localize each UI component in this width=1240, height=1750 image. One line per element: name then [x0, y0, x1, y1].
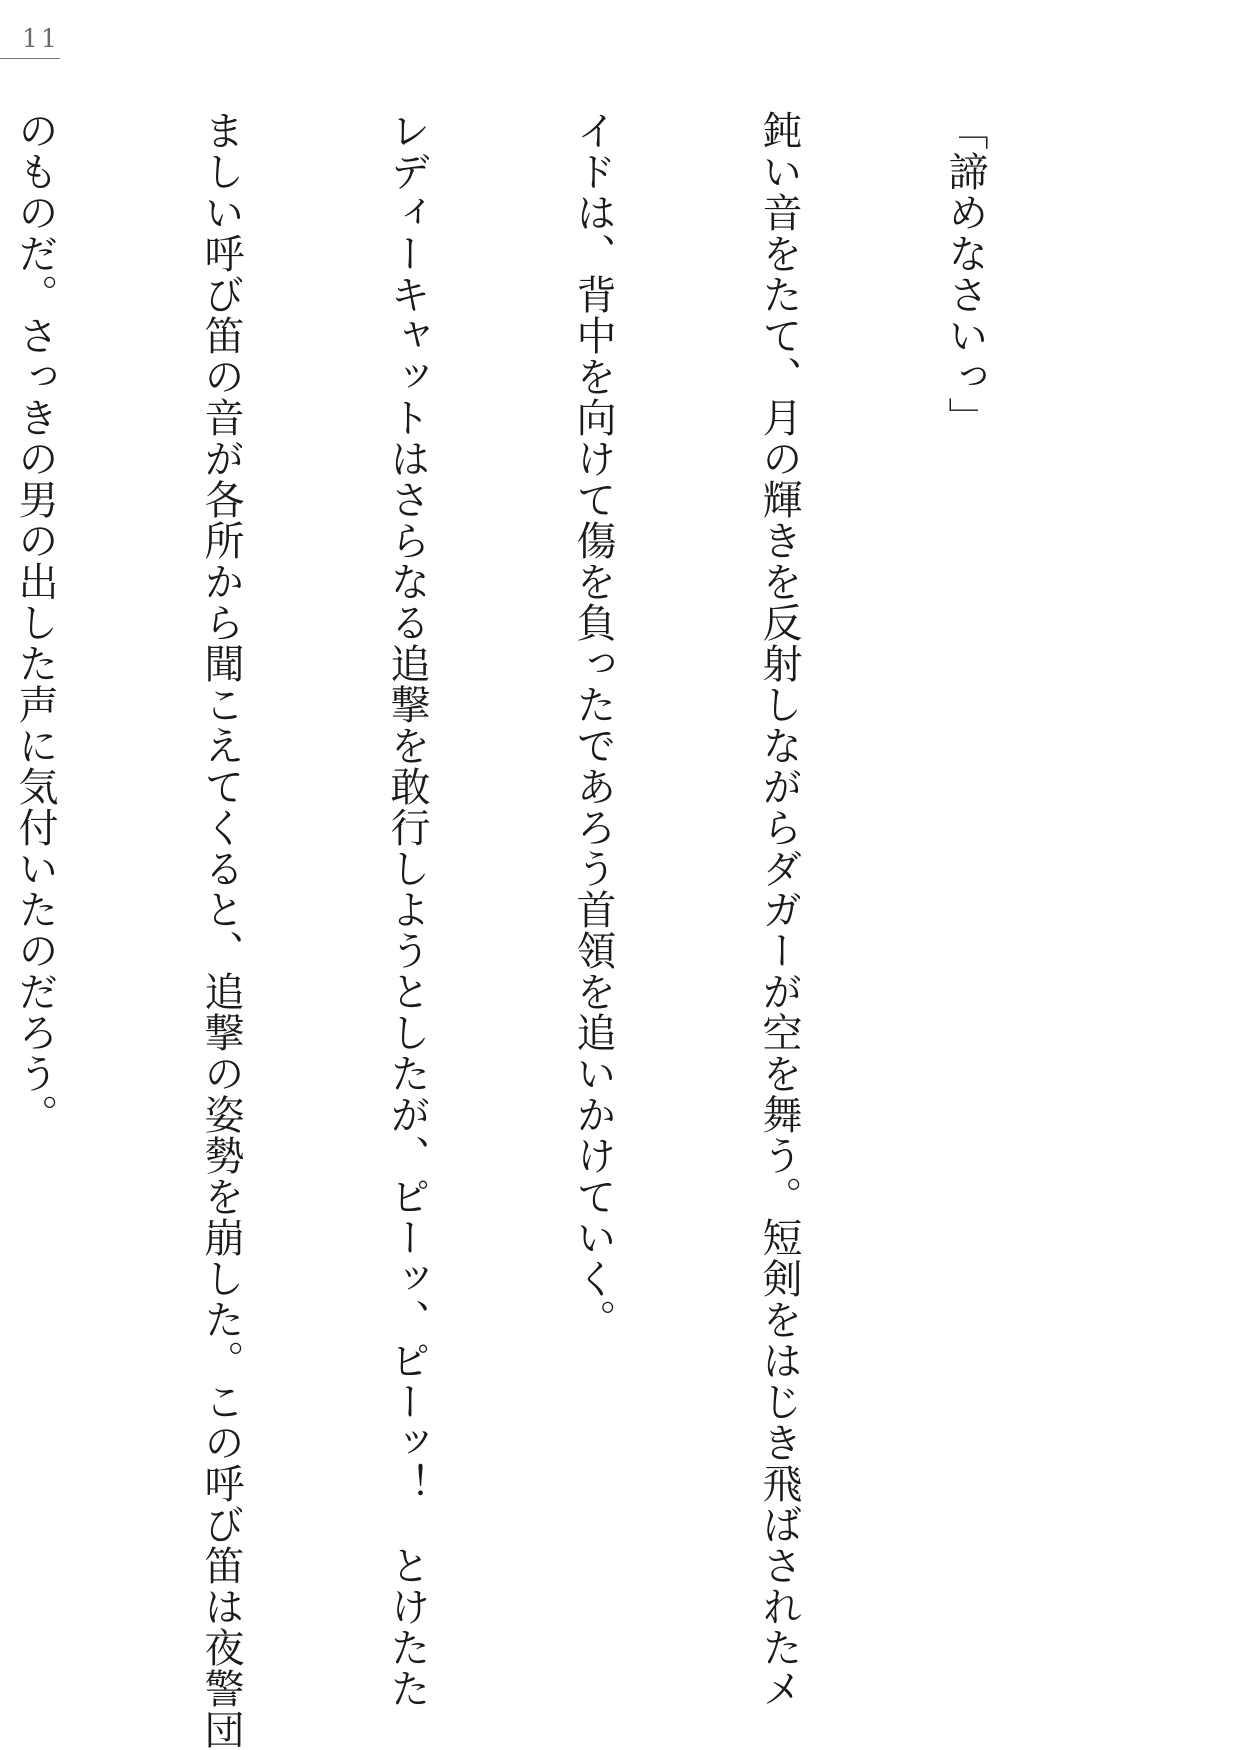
text-line: 鈍い音をたて、月の輝きを反射しながらダガーが空を舞う。短剣をはじき飛ばされたメ — [756, 110, 802, 1709]
body-text — [12, 110, 1120, 1750]
header-rule — [0, 58, 60, 59]
text-line: のものだ。さっきの男の出した声に気付いたのだろう。 — [12, 110, 58, 1135]
page-number: 11 — [22, 24, 60, 53]
text-line: 「諦めなさいっ」 — [942, 110, 988, 438]
text-line: ましい呼び笛の音が各所から聞こえてくると、追撃の姿勢を崩した。この呼び笛は夜警団 — [198, 110, 244, 1750]
text-line: レディーキャットはさらなる追撃を敢行しようとしたが、ピーッ、ピーッ！ とけたた — [384, 110, 430, 1709]
text-line: イドは、背中を向けて傷を負ったであろう首領を追いかけていく。 — [570, 110, 616, 1340]
